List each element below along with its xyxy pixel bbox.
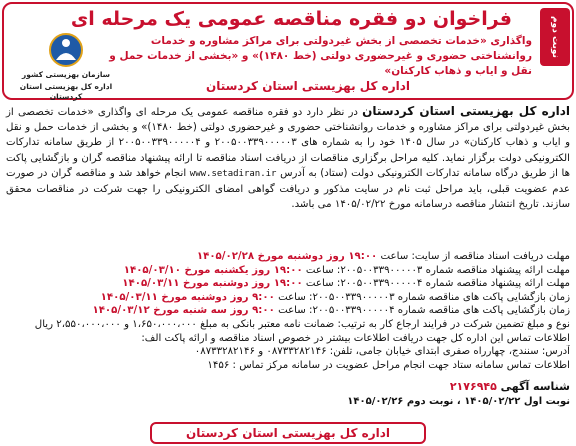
detail-row: مهلت ارائه پیشنهاد مناقصه شماره ۲۰۰۵۰۰۳۳۹۰۰۰۰۰۴: ساعت ۱۹:۰۰ روز دوشنبه مورخ ۱۴۰۵/۰۳/۱۱	[122, 278, 570, 290]
detail-row: زمان بازگشایی پاکت های مناقصه شماره ۲۰۰۵۰۰۳۳۹۰۰۰۰۰۴: ساعت ۹:۰۰ روز سه شنبه مورخ ۱۴۰۵/۰۳/۱۲	[92, 305, 570, 317]
detail-row: مهلت ارائه پیشنهاد مناقصه شماره ۲۰۰۵۰۰۳۳۹۰۰۰۰۰۳: ساعت ۱۹:۰۰ روز یکشنبه مورخ ۱۴۰۵/۰۳/۱۰	[123, 264, 570, 276]
tender-details	[6, 250, 570, 372]
detail-row: مهلت دریافت اسناد مناقصه از سایت: ساعت ۱۹:۰۰ روز دوشنبه مورخ ۱۴۰۵/۰۲/۲۸	[196, 251, 570, 262]
organization-name: اداره کل بهزیستی استان کردستان	[205, 79, 411, 93]
logo-block	[10, 32, 122, 102]
welfare-logo-icon	[48, 32, 84, 68]
notice-title: فراخوان دو فقره مناقصه عمومی یک مرحله ای	[70, 8, 512, 30]
body-text-2: انجام خواهد شد و مناقصه گران در صورت عدم عضویت قبلی، باید مراحل ثبت نام در سایت مذکور و دریافت گواهی امضای الکترونیکی را جهت شرکت در مناقصات محقق سازند. تاریخ انتشار مناقصه درسامانه مورخ ۱۴۰۵/۰۲/۲۲ می باشد.	[6, 167, 570, 211]
detail-row: آدرس: سنندج، چهارراه صفری ابتدای خیابان جامی، تلفن: ۰۸۷۳۳۲۸۲۱۴۶ و ۰۸۷۳۳۲۸۲۱۴۶	[194, 346, 570, 358]
detail-row: زمان بازگشایی پاکت های مناقصه شماره ۲۰۰۵۰۰۳۳۹۰۰۰۰۰۳: ساعت ۹:۰۰ روز دوشنبه مورخ ۱۴۰۵/۰۳/۱۱	[100, 291, 570, 303]
publication-dates: نوبت اول ۱۴۰۵/۰۲/۲۲ ، نوبت دوم ۱۴۰۵/۰۲/۲۶	[347, 396, 570, 407]
setad-url-link[interactable]: www.setadiran.ir	[189, 168, 277, 179]
logo-caption-2: اداره کل بهزیستی استان کردستان	[19, 82, 113, 101]
footer-organization: اداره کل بهزیستی استان کردستان	[150, 422, 426, 444]
body-lead: اداره کل بهزیستی استان کردستان	[362, 104, 570, 118]
notice-subject: واگذاری «خدمات تخصصی از بخش غیردولتی برای مراکز مشاوره و خدمات روانشناختی حضوری و غیرحضوری دولتی (خط ۱۴۸۰)» و «بخشی از خدمات حمل و نقل و ایاب و ذهاب کارکنان»	[109, 35, 532, 77]
notice-id: شناسه آگهی ۲۱۷۶۹۴۵	[449, 380, 570, 393]
body-text-1: در نظر دارد دو فقره مناقصه عمومی یک مرحله ای واگذاری «خدمات تخصصی از بخش غیردولتی برای مراکز مشاوره و خدمات روانشناختی حضوری و غیرحضوری دولتی (خط ۱۴۸۰)» و بخشی از خدمات حمل و نقل و ایاب و ذهاب کارکنان» در سال ۱۴۰۵ خود را به شماره های ۲۰۰۵۰۰۳۳۹۰۰۰۰۰۳ و ۲۰۰۵۰۰۳۳۹۰۰۰۰۰۴ از طریق سامانه تدارکات الکترونیکی دولت برگزار نماید. کلیه مراحل برگزاری مناقصات از دریافت اسناد مناقصه تا ارائه پیشنهاد مناقصه گران و بازگشایی پاکت ها از طریق درگاه سامانه تدارکات الکترونیکی دولت (ستاد) به آدرس	[6, 107, 570, 179]
detail-row: نوع و مبلغ تضمین شرکت در فرایند ارجاع کار به ترتیب: ضمانت نامه معتبر بانکی به مبلغ ۱،۶۵۰،۰۰۰،۰۰۰ و ۲،۵۵۰،۰۰۰،۰۰۰ ریال	[34, 318, 570, 330]
detail-row: اطلاعات تماس سامانه ستاد جهت انجام مراحل عضویت در سامانه مرکز تماس : ۱۴۵۶	[207, 359, 570, 371]
logo-caption-1: سازمان بهزیستی کشور	[21, 70, 111, 79]
detail-row: اطلاعات تماس این اداره کل جهت دریافت اطلاعات بیشتر در خصوص اسناد مناقصه و ارائه پاکت الف:	[141, 332, 570, 344]
header-box	[2, 2, 574, 100]
notice-body	[6, 104, 570, 212]
round-badge: نوبت دوم	[540, 8, 570, 66]
